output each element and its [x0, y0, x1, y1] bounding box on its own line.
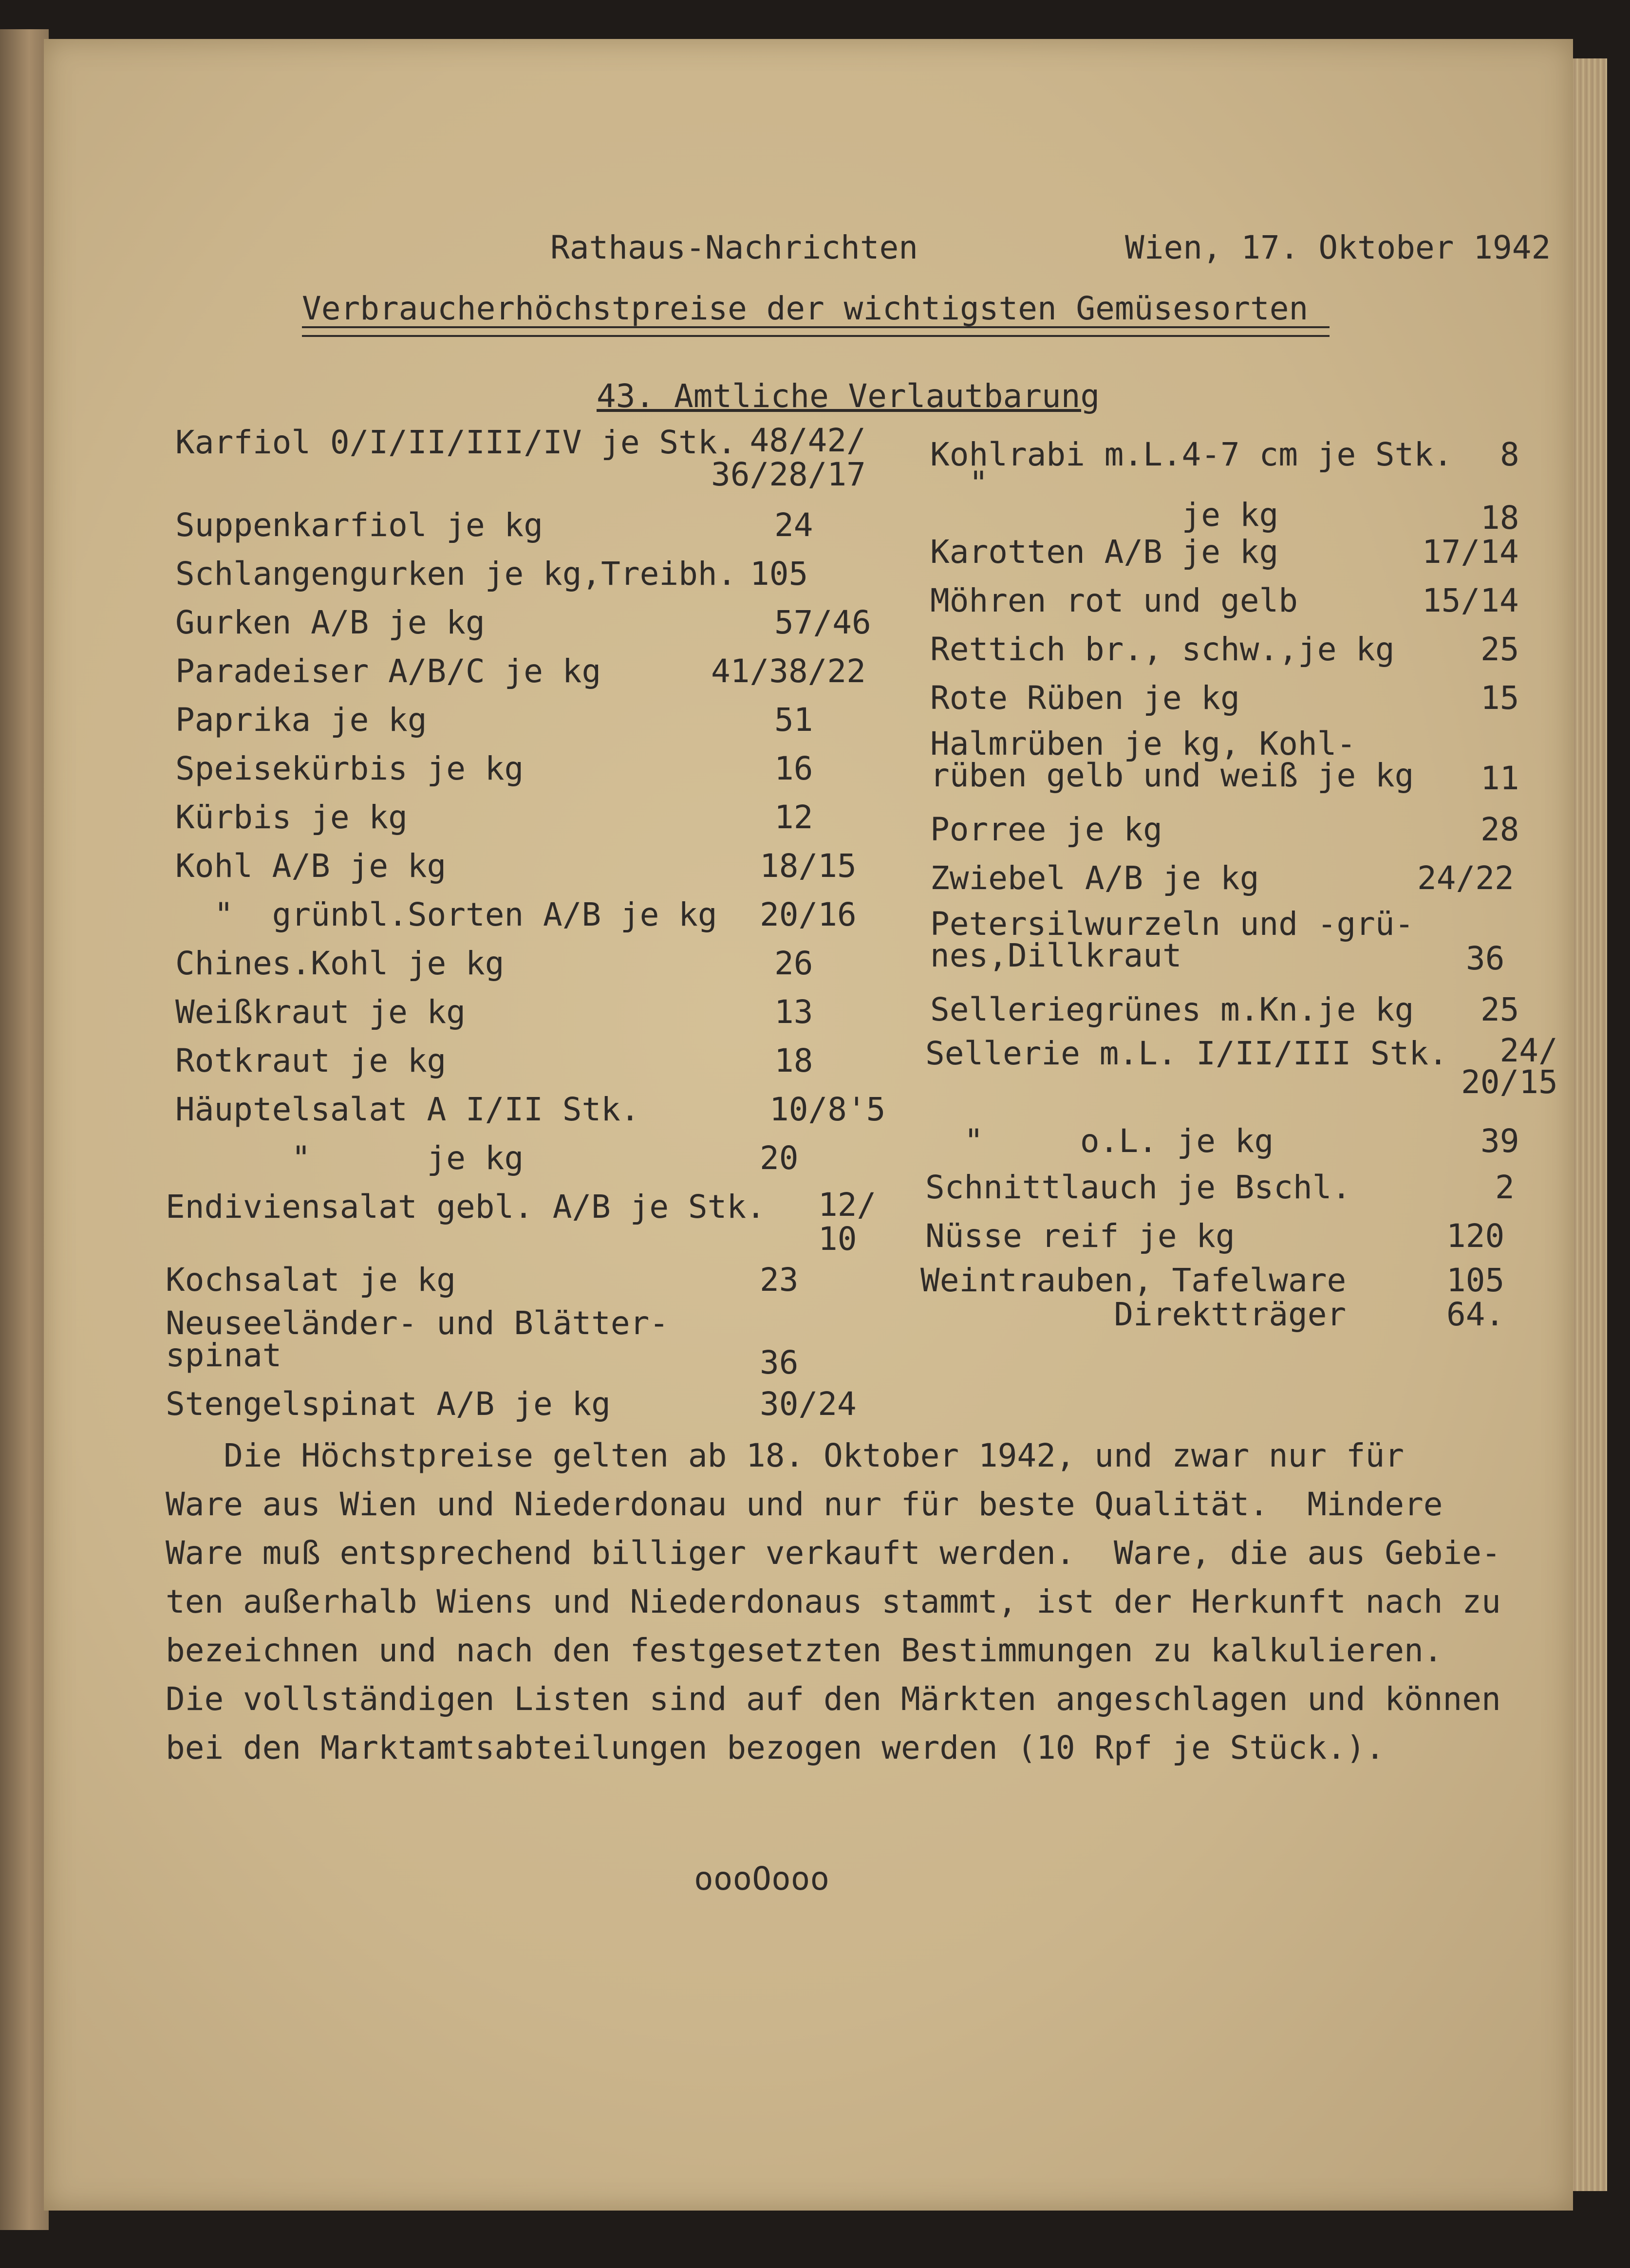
item-price: 23 [760, 1261, 799, 1299]
item-price: 12/ 10 [818, 1186, 877, 1258]
item-name: Schnittlauch je Bschl. [925, 1169, 1351, 1206]
item-price: 30/24 [760, 1385, 857, 1423]
item-price: 17/14 [1422, 533, 1519, 571]
item-name: " je kg [969, 465, 1279, 534]
item-name: Neuseeländer- und Blätter- spinat [166, 1304, 669, 1374]
item-price: 41/38/22 [711, 652, 866, 690]
item-price: 15/14 [1422, 582, 1519, 619]
header-source: Rathaus-Nachrichten [550, 229, 918, 266]
item-name: Kürbis je kg [175, 799, 408, 836]
paragraph-line: Die vollständigen Listen sind auf den Märkten angeschlagen und können [166, 1680, 1501, 1718]
item-price: 12 [774, 799, 813, 836]
item-name: Nüsse reif je kg [925, 1217, 1235, 1255]
item-price: 25 [1480, 631, 1519, 668]
item-name: Gurken A/B je kg [175, 604, 485, 641]
item-name: Porree je kg [930, 811, 1162, 848]
item-name: Suppenkarfiol je kg [175, 506, 543, 544]
item-price: 2 [1495, 1169, 1515, 1206]
paragraph-line: bei den Marktamtsabteilungen bezogen werden (10 Rpf je Stück.). [166, 1729, 1385, 1766]
item-name: Chines.Kohl je kg [175, 945, 505, 982]
item-price: 20/16 [760, 896, 857, 933]
paragraph-line: bezeichnen und nach den festgesetzten Bestimmungen zu kalkulieren. [166, 1632, 1443, 1669]
item-name: Häuptelsalat A I/II Stk. [175, 1091, 640, 1128]
item-name: Stengelspinat A/B je kg [166, 1385, 611, 1423]
item-price: 10/8'5 [769, 1091, 886, 1128]
item-name: Möhren rot und gelb [930, 582, 1298, 619]
item-price: 13 [774, 993, 813, 1031]
item-price: 105 64. [1446, 1262, 1505, 1333]
item-price: 57/46 [774, 604, 871, 641]
header-date: Wien, 17. Oktober 1942 [1125, 229, 1551, 266]
item-price: 24/22 [1417, 859, 1514, 897]
item-price: 20 [760, 1139, 799, 1177]
item-name: Rote Rüben je kg [930, 679, 1240, 717]
item-name: Halmrüben je kg, Kohl- rüben gelb und weiß je kg [930, 725, 1414, 794]
item-name: Petersilwurzeln und -grü- nes,Dillkraut [930, 905, 1414, 974]
item-name: Speisekürbis je kg [175, 750, 524, 787]
paragraph-line: Die Höchstpreise gelten ab 18. Oktober 1942, und zwar nur für [166, 1437, 1405, 1474]
paragraph-line: ten außerhalb Wiens und Niederdonaus stammt, ist der Herkunft nach zu [166, 1583, 1501, 1620]
item-name: Paprika je kg [175, 701, 427, 739]
title-double-rule [302, 326, 1330, 337]
item-price: 39 [1480, 1122, 1519, 1160]
item-name: " o.L. je kg [925, 1122, 1274, 1160]
item-price: 51 [774, 701, 813, 739]
item-name: " je kg [175, 1139, 524, 1177]
notice-paragraph [166, 1431, 1505, 1772]
item-name: Rettich br., schw.,je kg [930, 631, 1395, 668]
item-name: Weißkraut je kg [175, 993, 466, 1031]
item-price: 18 [1480, 499, 1519, 537]
item-name: " grünbl.Sorten A/B je kg [175, 896, 717, 933]
item-name: Paradeiser A/B/C je kg [175, 652, 601, 690]
item-price: 105 [750, 555, 808, 593]
item-name: Endiviensalat gebl. A/B je Stk. [166, 1188, 766, 1226]
item-name: Selleriegrünes m.Kn.je kg [930, 991, 1414, 1028]
item-price: 18/15 [760, 847, 857, 885]
item-price: 26 [774, 945, 813, 982]
item-price: 36 [1466, 940, 1505, 977]
item-name: Zwiebel A/B je kg [930, 859, 1259, 897]
paragraph-line: Ware aus Wien und Niederdonau und nur für beste Qualität. Mindere [166, 1486, 1443, 1523]
item-name: Kohlrabi m.L.4-7 cm je Stk. [930, 436, 1453, 473]
page-subtitle: 43. Amtliche Verlautbarung [597, 377, 1100, 415]
item-name: Sellerie m.L. I/II/III Stk. [925, 1035, 1448, 1072]
item-price: 28 [1480, 811, 1519, 848]
item-price: 16 [774, 750, 813, 787]
item-price: 48/42/ 36/28/17 [711, 422, 866, 493]
item-name: Schlangengurken je kg,Treibh. [175, 555, 737, 593]
item-price: 120 [1446, 1217, 1505, 1255]
item-name: Karfiol 0/I/II/III/IV je Stk. [175, 424, 737, 461]
item-price: 11 [1480, 760, 1519, 797]
item-price: 25 [1480, 991, 1519, 1028]
item-name: Kochsalat je kg [166, 1261, 456, 1299]
paragraph-line: Ware muß entsprechend billiger verkauft werden. Ware, die aus Gebie- [166, 1534, 1501, 1572]
item-price: 24 [774, 506, 813, 544]
item-name: Karotten A/B je kg [930, 533, 1279, 571]
end-mark: oooOooo [694, 1860, 830, 1897]
item-price: 18 [774, 1042, 813, 1079]
item-name: Weintrauben, Tafelware Direktträger [920, 1262, 1347, 1333]
item-price: 8 [1500, 436, 1519, 473]
page-title: Verbraucherhöchstpreise der wichtigsten Gemüsesorten [302, 290, 1309, 327]
item-price: 15 [1480, 679, 1519, 717]
item-name: Kohl A/B je kg [175, 847, 447, 885]
item-price: 24/ 20/15 [1461, 1032, 1558, 1101]
item-price: 36 [760, 1344, 799, 1381]
item-name: Rotkraut je kg [175, 1042, 447, 1079]
